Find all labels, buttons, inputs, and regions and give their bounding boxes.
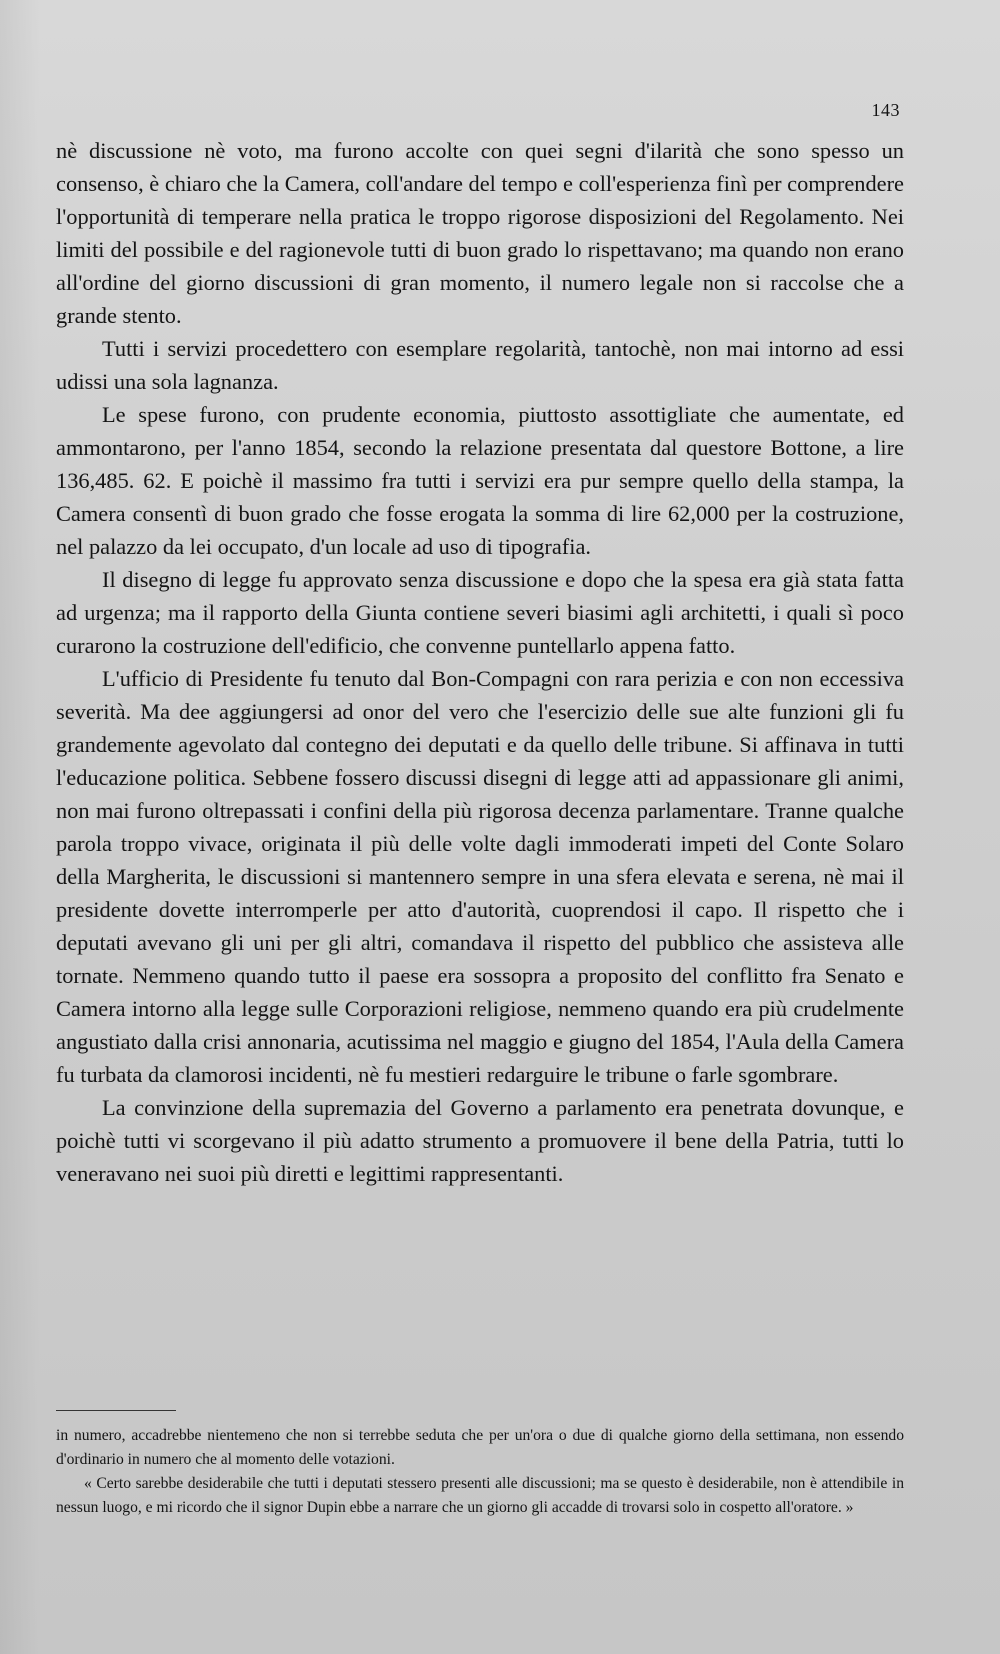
body-text — [56, 134, 904, 1190]
footnote-quote: « Certo sarebbe desiderabile che tutti i deputati stessero presenti alle discussioni; ma se questo è desiderabile, non è attendibile in nessun luogo, e mi ricordo che il signor Dupin ebbe a narrare che un giorno gli accadde di trovarsi solo in cospetto all'oratore. » — [56, 1475, 904, 1516]
paragraph-4: Il disegno di legge fu approvato senza discussione e dopo che la spesa era già stata fatta ad urgenza; ma il rapporto della Giunta contiene severi biasimi agli architetti, i quali sì poco curarono la costruzione dell'edificio, che convenne puntellarlo appena fatto. — [56, 567, 904, 658]
paragraph-1: nè discussione nè voto, ma furono accolte con quei segni d'ilarità che sono spesso un consenso, è chiaro che la Camera, coll'andare del tempo e coll'esperienza finì per comprendere l'opportunità di temperare nella pratica le troppo rigorose disposizioni del Regolamento. Nei limiti del possibile e del ragionevole tutti di buon grado lo rispettavano; ma quando non erano all'ordine del giorno discussioni di gran momento, il numero legale non si raccolse che a grande stento. — [56, 138, 904, 328]
page-number: 143 — [871, 100, 900, 120]
paragraph-3: Le spese furono, con prudente economia, piuttosto assottigliate che aumentate, ed ammontarono, per l'anno 1854, secondo la relazione presentata dal questore Bottone, a lire 136,485. 62. E poichè il massimo fra tutti i servizi era pur sempre quello della stampa, la Camera consentì di buon grado che fosse erogata la somma di lire 62,000 per la costruzione, nel palazzo da lei occupato, d'un locale ad uso di tipografia. — [56, 402, 904, 559]
paragraph-2: Tutti i servizi procedettero con esemplare regolarità, tantochè, non mai intorno ad essi udissi una sola lagnanza. — [56, 336, 904, 394]
footnotes — [56, 1424, 904, 1520]
paragraph-6: La convinzione della supremazia del Governo a parlamento era penetrata dovunque, e poichè tutti vi scorgevano il più adatto strumento a promuovere il bene della Patria, tutti lo veneravano nei suoi più diretti e legittimi rappresentanti. — [56, 1095, 904, 1186]
paragraph-5: L'ufficio di Presidente fu tenuto dal Bon-Compagni con rara perizia e con non eccessiva severità. Ma dee aggiungersi ad onor del vero che l'esercizio delle sue alte funzioni gli fu grandemente agevolato dal contegno dei deputati e da quello delle tribune. Si affinava in tutti l'educazione politica. Sebbene fossero discussi disegni di legge atti ad appassionare gli animi, non mai furono oltrepassati i confini della più rigorosa decenza parlamentare. Tranne qualche parola troppo vivace, originata il più delle volte dagli immoderati impeti del Conte Solaro della Margherita, le discussioni si mantennero sempre in una sfera elevata e serena, nè mai il presidente dovette interromperle per atto d'autorità, cuoprendosi il capo. Il rispetto che i deputati avevano gli uni per gli altri, comandava il rispetto del pubblico che assisteva alle tornate. Nemmeno quando tutto il paese era sossopra a proposito del conflitto fra Senato e Camera intorno alla legge sulle Corporazioni religiose, nemmeno quando era più crudelmente angustiato dalla crisi annonaria, acutissima nel maggio e giugno del 1854, l'Aula della Camera fu turbata da clamorosi incidenti, nè fu mestieri redarguire le tribune o farle sgombrare. — [56, 666, 904, 1087]
footnote-continuation: in numero, accadrebbe nientemeno che non si terrebbe seduta che per un'ora o due di qualche giorno della settimana, non essendo d'ordinario in numero che al momento delle votazioni. — [56, 1427, 904, 1468]
footnote-divider — [56, 1410, 176, 1411]
